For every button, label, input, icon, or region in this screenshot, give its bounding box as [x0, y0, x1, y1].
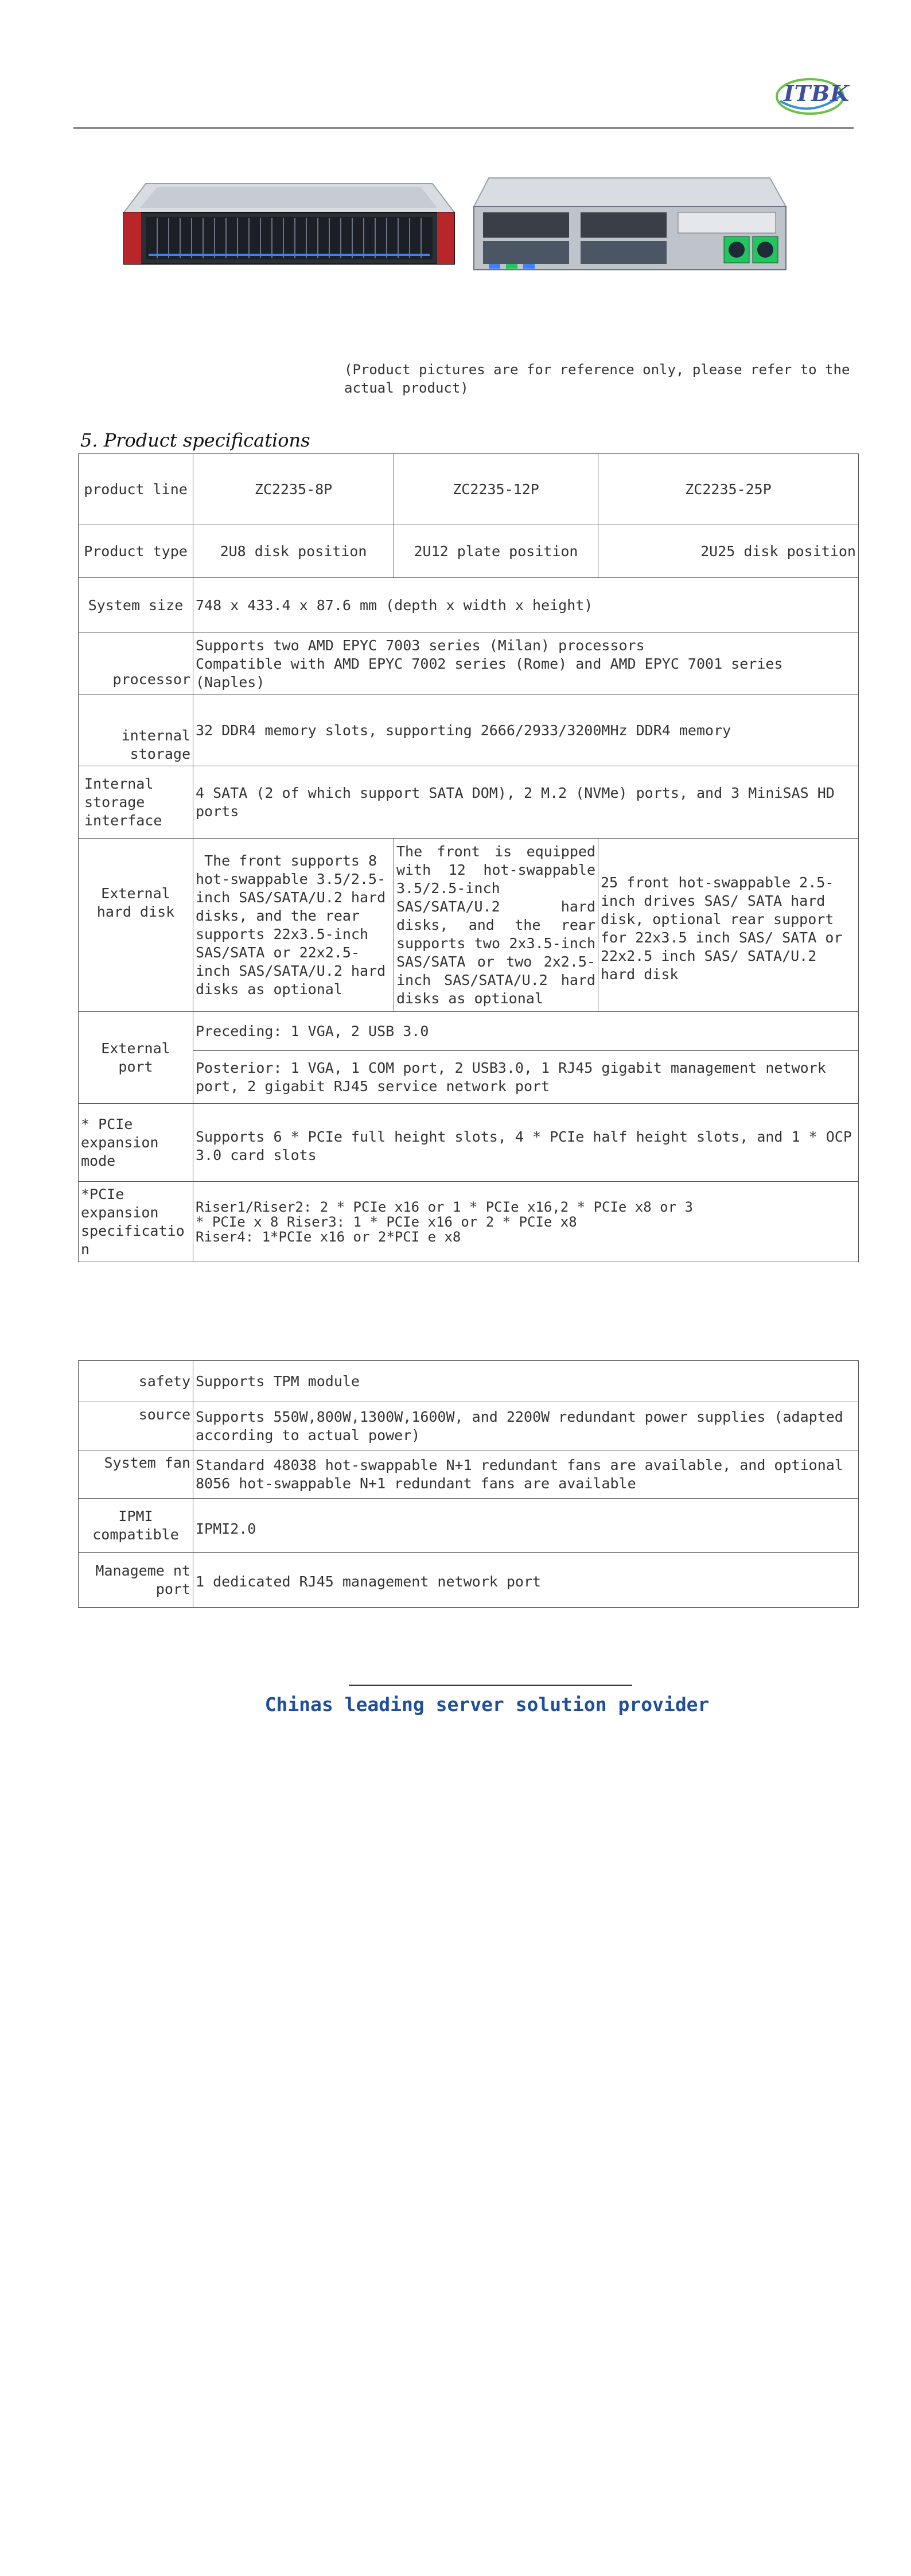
label-product-line: product line	[79, 454, 193, 525]
row-mgmt-port	[79, 1553, 859, 1608]
label-system-fan: System fan	[79, 1450, 193, 1499]
label-system-size: System size	[79, 578, 193, 633]
storage-interface-value: 4 SATA (2 of which support SATA DOM), 2 M.2 (NVMe) ports, and 3 MiniSAS HD ports	[193, 766, 859, 839]
processor-value	[193, 633, 859, 695]
header-divider	[73, 127, 854, 129]
ipmi-value: IPMI2.0	[193, 1499, 859, 1553]
row-product-type	[79, 525, 859, 578]
product-line-value: ZC2235-8P	[193, 454, 394, 525]
external-port-rear: Posterior: 1 VGA, 1 COM port, 2 USB3.0, 1 RJ45 gigabit management network port, 2 gigabit RJ45 service network port	[193, 1051, 859, 1104]
product-line-value: ZC2235-25P	[598, 454, 859, 525]
row-external-hard-disk	[79, 839, 859, 1012]
system-fan-value: Standard 48038 hot-swappable N+1 redundant fans are available, and optional 8056 hot-swappable N+1 redundant fans are available	[193, 1450, 859, 1499]
label-storage-interface: Internal storage interface	[79, 766, 193, 839]
row-pcie-spec	[79, 1182, 859, 1262]
processor-line-1: Supports two AMD EPYC 7003 series (Milan) processors	[196, 637, 645, 654]
server-rear-photo	[472, 172, 788, 287]
section-title: 5. Product specifications	[80, 429, 310, 451]
row-system-fan	[79, 1450, 859, 1499]
row-safety	[79, 1361, 859, 1402]
footer-divider	[349, 1685, 632, 1686]
pcie-spec-value	[193, 1182, 859, 1262]
label-mgmt-port: Manageme nt port	[79, 1553, 193, 1608]
row-external-port-front	[79, 1012, 859, 1051]
row-external-port-rear	[79, 1051, 859, 1104]
processor-line-2: Compatible with AMD EPYC 7002 series (Rome) and AMD EPYC 7001 series (Naples)	[196, 655, 783, 690]
spec-table-secondary	[78, 1360, 859, 1608]
row-system-size	[79, 578, 859, 633]
label-external-hard-disk: External hard disk	[79, 839, 193, 1012]
pcie-spec-line-1: Riser1/Riser2: 2 * PCIe x16 or 1 * PCIe x16,2 * PCIe x8 or 3	[196, 1198, 693, 1215]
mgmt-port-value: 1 dedicated RJ45 management network port	[193, 1553, 859, 1608]
pcie-spec-line-2: * PCIe x 8 Riser3: 1 * PCIe x16 or 2 * PCIe x8	[196, 1213, 577, 1230]
external-hard-disk-value: The front is equipped with 12 hot-swappable 3.5/2.5-inch SAS/SATA/U.2 hard disks, and the rear supports two 2x3.5-inch SAS/SATA or two 2x2.5-inch SAS/SATA/U.2 hard disks as optional	[394, 839, 598, 1012]
external-port-front: Preceding: 1 VGA, 2 USB 3.0	[193, 1012, 859, 1051]
row-storage-interface	[79, 766, 859, 839]
label-processor: processor	[79, 633, 193, 695]
row-pcie-mode	[79, 1104, 859, 1182]
label-pcie-spec: *PCIe expansion specification	[79, 1182, 193, 1262]
row-processor	[79, 633, 859, 695]
product-type-value: 2U8 disk position	[193, 525, 394, 578]
footer-slogan: Chinas leading server solution provider	[264, 1693, 710, 1716]
system-size-value: 748 x 433.4 x 87.6 mm (depth x width x height)	[193, 578, 859, 633]
product-type-value: 2U25 disk position	[598, 525, 859, 578]
label-safety: safety	[79, 1361, 193, 1402]
pcie-mode-value: Supports 6 * PCIe full height slots, 4 * PCIe half height slots, and 1 * OCP 3.0 card slots	[193, 1104, 859, 1182]
row-ipmi	[79, 1499, 859, 1553]
safety-value: Supports TPM module	[193, 1361, 859, 1402]
product-type-value: 2U12 plate position	[394, 525, 598, 578]
external-hard-disk-value: The front supports 8 hot-swappable 3.5/2.5-inch SAS/SATA/U.2 hard disks, and the rear supports 22x3.5-inch SAS/SATA or 22x2.5-inch SAS/SATA/U.2 hard disks as optional	[193, 839, 394, 1012]
spec-table-main	[78, 453, 859, 1262]
label-external-port: External port	[79, 1012, 193, 1104]
product-line-value: ZC2235-12P	[394, 454, 598, 525]
logo-text: ITBK	[784, 80, 850, 106]
row-source	[79, 1402, 859, 1450]
label-product-type: Product type	[79, 525, 193, 578]
internal-storage-value: 32 DDR4 memory slots, supporting 2666/2933/3200MHz DDR4 memory	[193, 695, 859, 766]
label-source: source	[79, 1402, 193, 1450]
label-ipmi: IPMI compatible	[79, 1499, 193, 1553]
photo-caption: (Product pictures are for reference only, please refer to the actual product)	[344, 362, 850, 396]
row-product-line	[79, 454, 859, 525]
source-value: Supports 550W,800W,1300W,1600W, and 2200W redundant power supplies (adapted according to actual power)	[193, 1402, 859, 1450]
label-pcie-mode: * PCIe expansion mode	[79, 1104, 193, 1182]
pcie-spec-line-3: Riser4: 1*PCIe x16 or 2*PCI e x8	[196, 1228, 461, 1245]
row-internal-storage	[79, 695, 859, 766]
label-internal-storage: internal storage	[79, 695, 193, 766]
external-hard-disk-value: 25 front hot-swappable 2.5-inch drives SAS/ SATA hard disk, optional rear support for 22x3.5 inch SAS/ SATA or 22x2.5 inch SAS/ SATA/U.2 hard disk	[598, 839, 859, 1012]
server-front-photo	[123, 172, 456, 287]
